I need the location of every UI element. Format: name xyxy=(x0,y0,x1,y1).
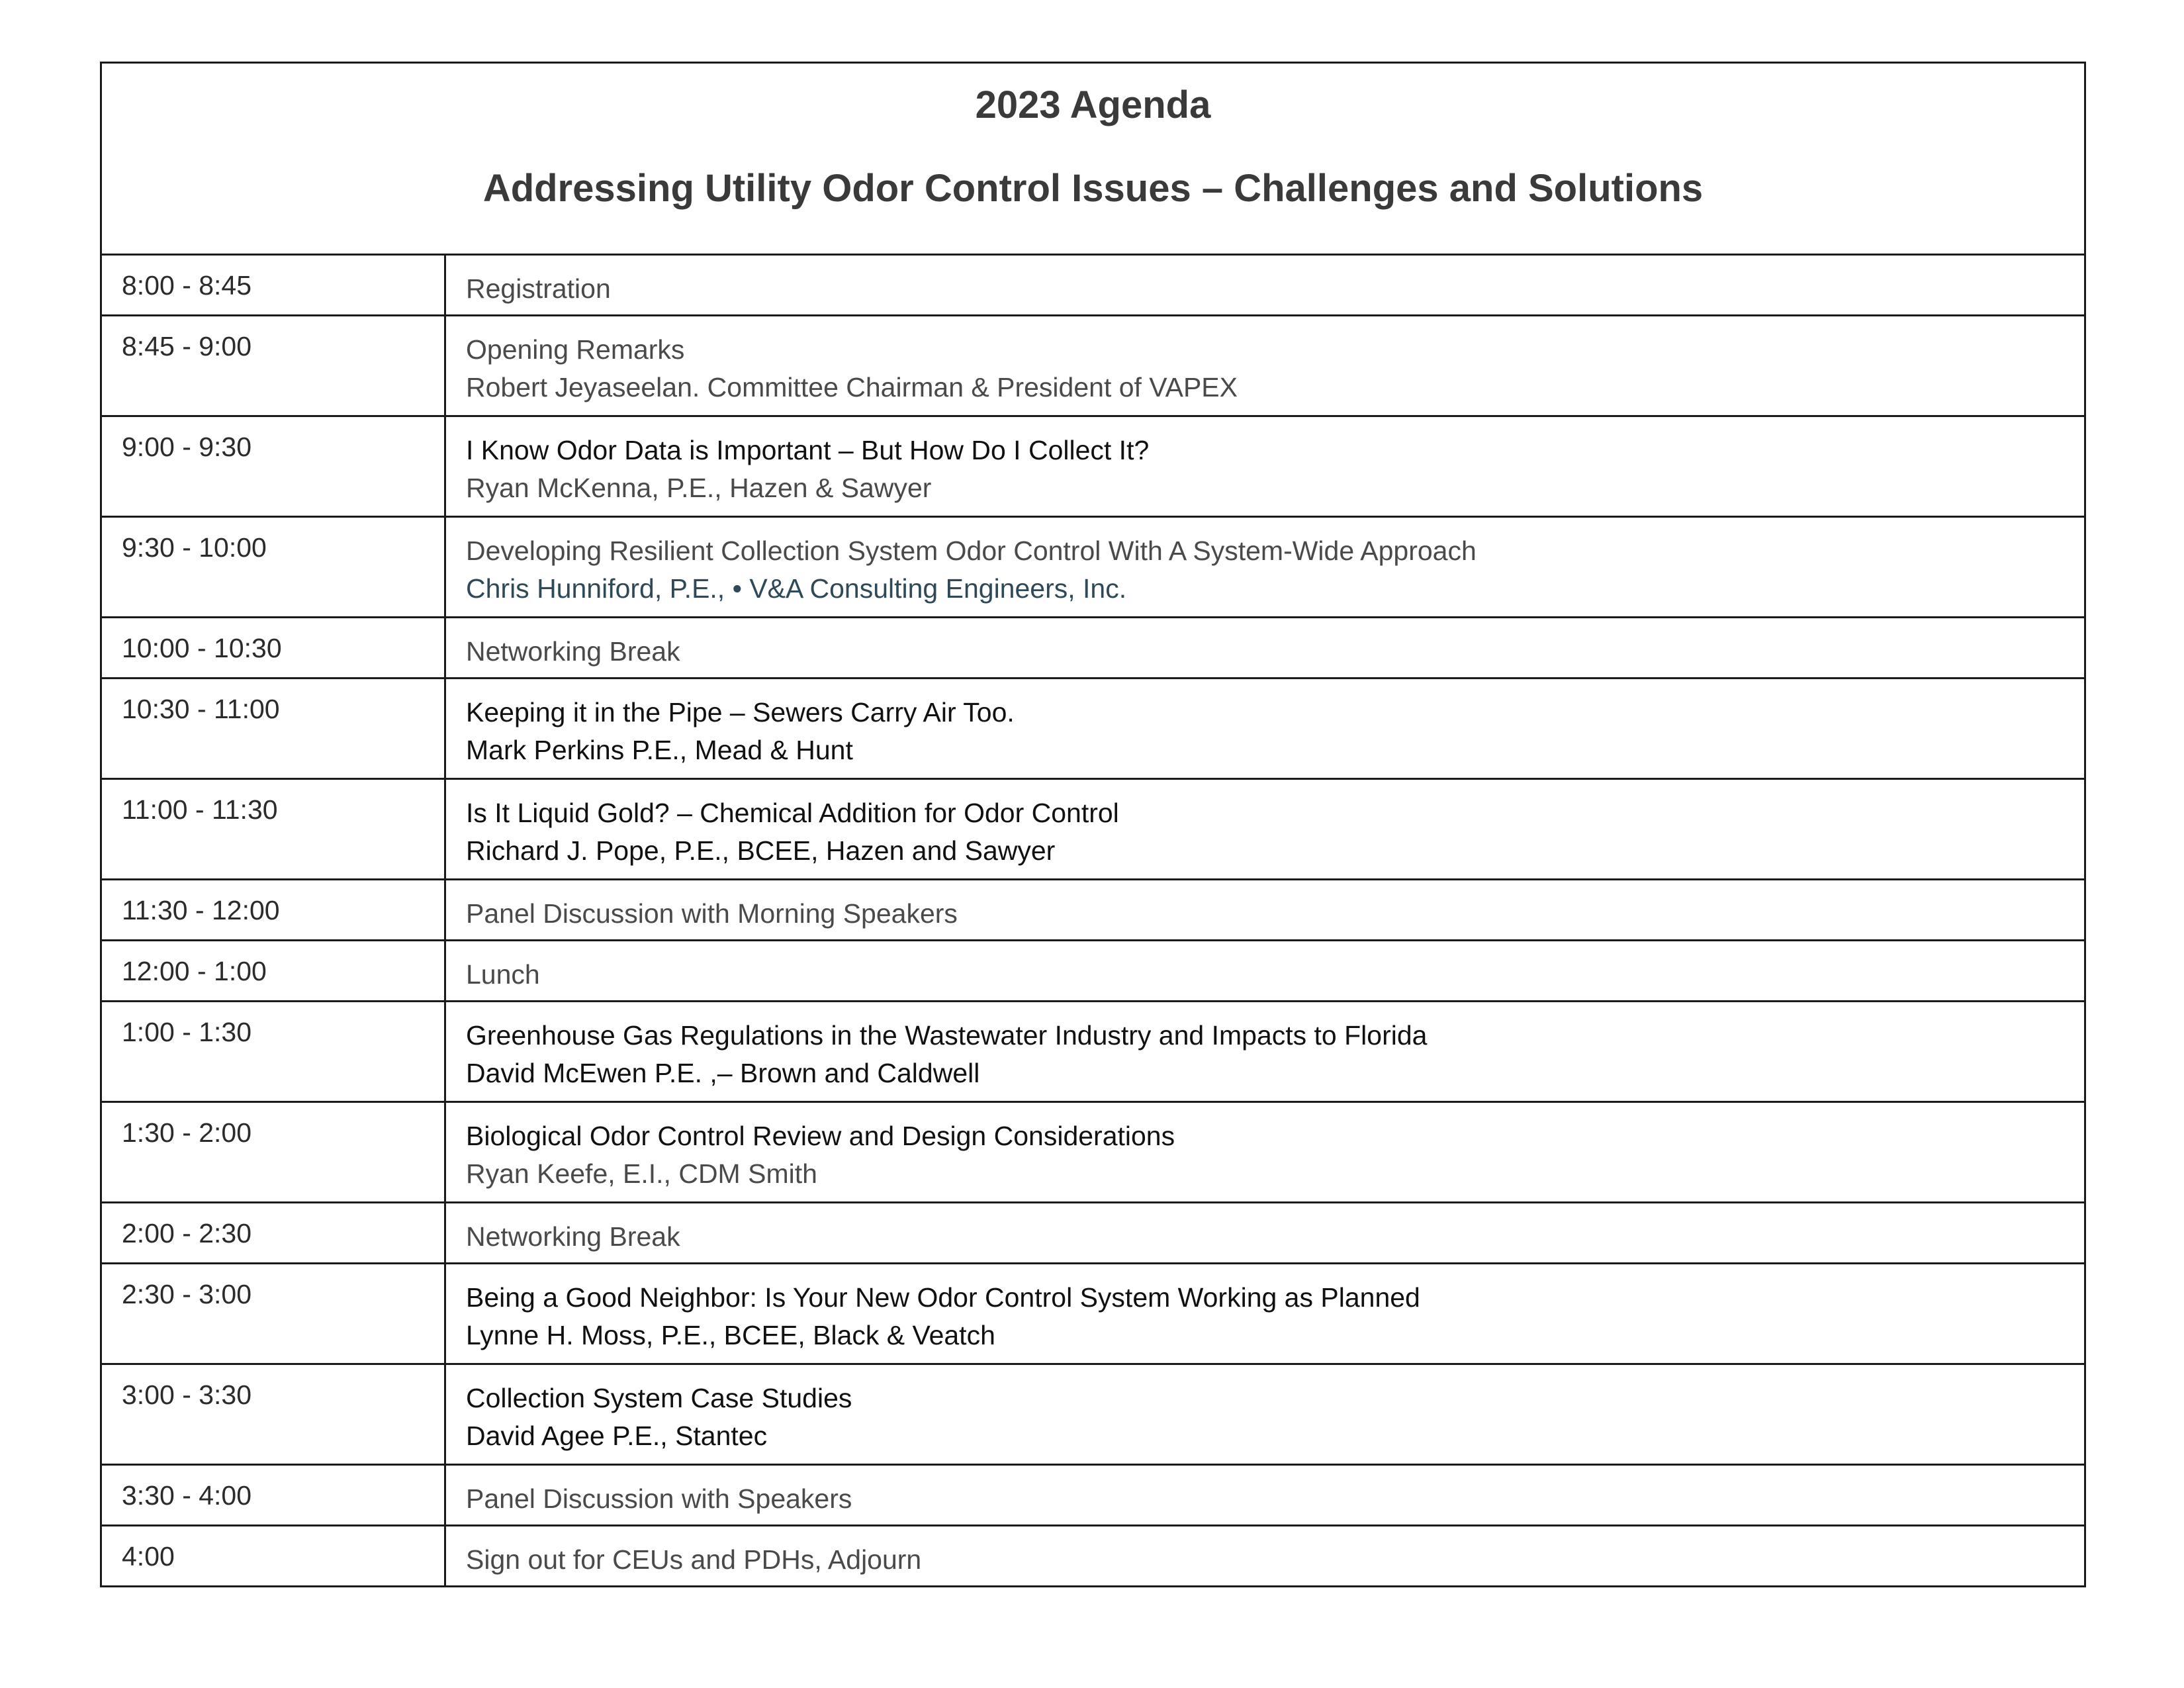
session-details xyxy=(445,880,2085,941)
session-speaker: Mark Perkins P.E., Mead & Hunt xyxy=(466,735,853,765)
session-details xyxy=(445,618,2085,679)
session-time: 9:00 - 9:30 xyxy=(101,416,445,517)
agenda-row xyxy=(101,880,2085,941)
session-speaker: David McEwen P.E. ,– Brown and Caldwell xyxy=(466,1058,980,1088)
session-details xyxy=(445,1526,2085,1587)
agenda-subtitle: Addressing Utility Odor Control Issues – Challenges and Solutions xyxy=(482,167,1704,210)
agenda-table xyxy=(100,62,2086,1587)
session-time: 1:30 - 2:00 xyxy=(101,1102,445,1203)
session-title: Collection System Case Studies xyxy=(466,1383,852,1413)
session-details xyxy=(445,1203,2085,1264)
session-details xyxy=(445,1002,2085,1102)
session-speaker: Chris Hunniford, P.E., • V&A Consulting Engineers, Inc. xyxy=(466,573,1127,604)
session-time: 9:30 - 10:00 xyxy=(101,517,445,618)
session-time: 12:00 - 1:00 xyxy=(101,941,445,1002)
session-title: I Know Odor Data is Important – But How Do I Collect It? xyxy=(466,435,1150,465)
session-speaker: Robert Jeyaseelan. Committee Chairman & President of VAPEX xyxy=(466,372,1238,402)
session-details xyxy=(445,255,2085,316)
agenda-row xyxy=(101,1002,2085,1102)
agenda-row xyxy=(101,517,2085,618)
session-time: 11:00 - 11:30 xyxy=(101,779,445,880)
session-title: Sign out for CEUs and PDHs, Adjourn xyxy=(466,1544,922,1575)
session-title: Networking Break xyxy=(466,1221,680,1252)
agenda-row xyxy=(101,1526,2085,1587)
session-details xyxy=(445,517,2085,618)
session-details xyxy=(445,416,2085,517)
agenda-header xyxy=(101,63,2085,255)
agenda-row xyxy=(101,941,2085,1002)
session-title: Is It Liquid Gold? – Chemical Addition for Odor Control xyxy=(466,798,1119,828)
session-time: 8:45 - 9:00 xyxy=(101,316,445,416)
session-details xyxy=(445,679,2085,779)
session-time: 2:00 - 2:30 xyxy=(101,1203,445,1264)
session-title: Being a Good Neighbor: Is Your New Odor Control System Working as Planned xyxy=(466,1282,1420,1313)
session-time: 10:30 - 11:00 xyxy=(101,679,445,779)
session-speaker: Lynne H. Moss, P.E., BCEE, Black & Veatch xyxy=(466,1320,995,1350)
session-title: Keeping it in the Pipe – Sewers Carry Air Too. xyxy=(466,697,1015,727)
session-speaker: Ryan McKenna, P.E., Hazen & Sawyer xyxy=(466,473,932,503)
session-time: 11:30 - 12:00 xyxy=(101,880,445,941)
session-time: 4:00 xyxy=(101,1526,445,1587)
agenda-row xyxy=(101,255,2085,316)
session-time: 1:00 - 1:30 xyxy=(101,1002,445,1102)
session-title: Panel Discussion with Speakers xyxy=(466,1483,852,1514)
session-title: Networking Break xyxy=(466,636,680,667)
agenda-title: 2023 Agenda xyxy=(975,83,1211,126)
agenda-row xyxy=(101,679,2085,779)
session-title: Panel Discussion with Morning Speakers xyxy=(466,898,958,929)
agenda-row xyxy=(101,316,2085,416)
session-details xyxy=(445,1465,2085,1526)
session-title: Lunch xyxy=(466,959,540,990)
session-time: 10:00 - 10:30 xyxy=(101,618,445,679)
agenda-row xyxy=(101,1102,2085,1203)
session-title: Biological Odor Control Review and Design Considerations xyxy=(466,1121,1175,1151)
agenda-row xyxy=(101,1203,2085,1264)
session-title: Developing Resilient Collection System Odor Control With A System-Wide Approach xyxy=(466,536,1477,566)
agenda-header-row xyxy=(101,63,2085,255)
session-details xyxy=(445,941,2085,1002)
session-time: 8:00 - 8:45 xyxy=(101,255,445,316)
agenda-row xyxy=(101,416,2085,517)
agenda-row xyxy=(101,618,2085,679)
session-speaker: David Agee P.E., Stantec xyxy=(466,1421,768,1451)
session-speaker: Ryan Keefe, E.I., CDM Smith xyxy=(466,1158,817,1189)
session-title: Registration xyxy=(466,273,611,304)
agenda-row xyxy=(101,779,2085,880)
session-time: 3:30 - 4:00 xyxy=(101,1465,445,1526)
session-speaker: Richard J. Pope, P.E., BCEE, Hazen and Sawyer xyxy=(466,835,1056,866)
agenda-row xyxy=(101,1364,2085,1465)
session-details xyxy=(445,1264,2085,1364)
session-time: 2:30 - 3:00 xyxy=(101,1264,445,1364)
agenda-row xyxy=(101,1465,2085,1526)
session-details xyxy=(445,779,2085,880)
session-title: Opening Remarks xyxy=(466,334,685,365)
session-details xyxy=(445,316,2085,416)
session-details xyxy=(445,1364,2085,1465)
agenda-row xyxy=(101,1264,2085,1364)
session-details xyxy=(445,1102,2085,1203)
session-title: Greenhouse Gas Regulations in the Wastewater Industry and Impacts to Florida xyxy=(466,1020,1428,1051)
session-time: 3:00 - 3:30 xyxy=(101,1364,445,1465)
